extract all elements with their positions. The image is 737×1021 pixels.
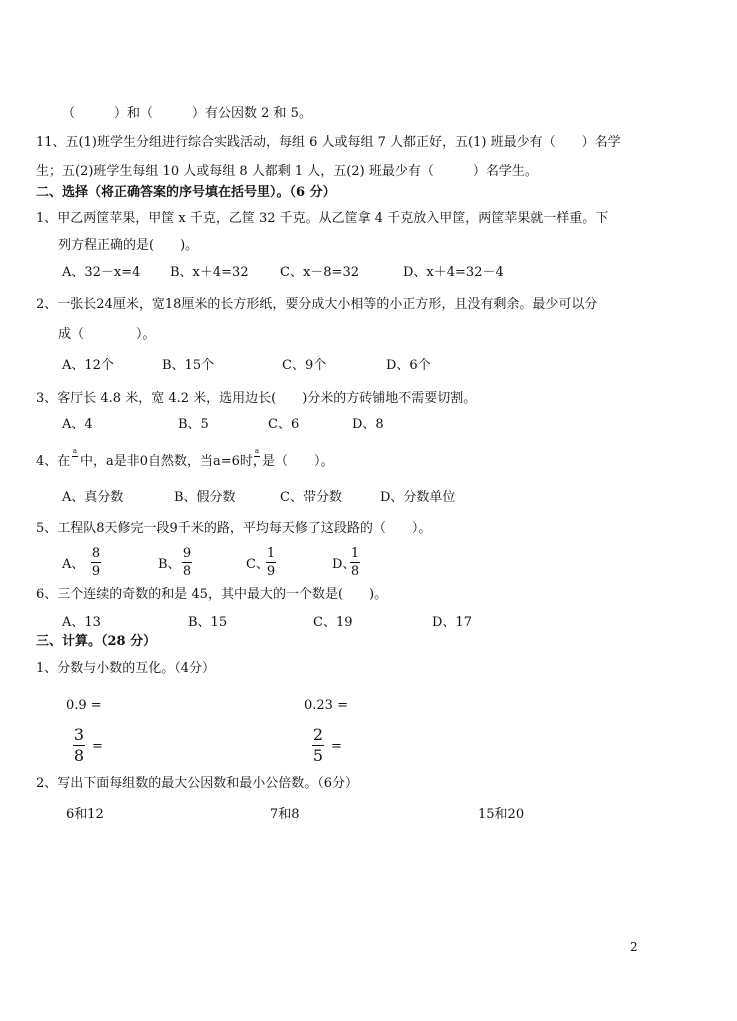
pair-15-20: 15和20	[478, 807, 525, 822]
q5-label-a: A、	[62, 557, 85, 572]
q4-fraction-a-over-6	[254, 448, 260, 465]
q4-option-d: D、分数单位	[380, 490, 456, 505]
pair-6-12: 6和12	[66, 807, 104, 822]
q6-option-b: B、15	[188, 615, 228, 630]
q6-option-c: C、19	[313, 615, 353, 630]
q1-option-d: D、x＋4=32－4	[403, 265, 504, 280]
q4-option-c: C、带分数	[280, 490, 342, 505]
question-11-line1: 11、五(1)班学生分组进行综合实践活动，每组 6 人或每组 7 人都正好，五(1) 班最少有（ ）名学	[36, 135, 621, 150]
q3-line1: 3、客厅长 4.8 米，宽 4.2 米，选用边长( )分米的方砖铺地不需要切割。	[36, 391, 477, 406]
q2-option-b: B、15个	[162, 358, 215, 373]
fraction-3-8-equals: =	[92, 739, 103, 754]
q4-fraction-a-over-blank	[72, 448, 78, 465]
q1-line1: 1、甲乙两筐苹果，甲筐 x 千克，乙筐 32 千克。从乙筐拿 4 千克放入甲筐，两筐苹果就一样重。下	[36, 211, 609, 226]
q1-line2: 列方程正确的是( )。	[58, 238, 199, 253]
q5-label-c: C、	[246, 557, 269, 572]
q2-line2: 成（ ）。	[58, 327, 156, 342]
fraction-2-5: 2 5	[312, 725, 324, 765]
q4-prefix: 4、在	[36, 454, 71, 469]
question-11-line2: 生；五(2)班学生每组 10 人或每组 8 人都剩 1 人，五(2) 班最少有（ ）名学生。	[36, 164, 538, 179]
q5-label-b: B、	[158, 557, 181, 572]
q5-label-d: D、	[332, 557, 356, 572]
fill-blank-line: （ ）和（ ）有公因数 2 和 5。	[62, 106, 312, 121]
q4-option-a: A、真分数	[62, 490, 124, 505]
q2-option-c: C、9个	[282, 358, 327, 373]
s3-q1-line: 1、分数与小数的互化。（4分）	[36, 661, 216, 676]
fraction-2-5-equals: =	[331, 739, 342, 754]
q5-option-b-fraction: 9 8	[182, 546, 192, 579]
q6-option-a: A、13	[62, 615, 101, 630]
q1-option-b: B、x＋4=32	[170, 265, 249, 280]
q6-option-d: D、17	[432, 615, 472, 630]
section-3-title: 三、计算。（28 分）	[36, 634, 157, 649]
q3-option-a: A、4	[62, 417, 93, 432]
q2-line1: 2、一张长24厘米，宽18厘米的长方形纸，要分成大小相等的小正方形，且没有剩余。最少可以分	[36, 297, 598, 312]
q5-option-d-fraction: 1 8	[350, 546, 360, 579]
q4-suffix: 是（ ）。	[262, 454, 334, 469]
q4-option-b: B、假分数	[174, 490, 236, 505]
section-2-title: 二、选择（将正确答案的序号填在括号里）。（6 分）	[36, 185, 336, 200]
q4-frac-num: a	[72, 447, 78, 455]
s3-q2-line: 2、写出下面每组数的最大公因数和最小公倍数。（6分）	[36, 776, 359, 791]
q1-option-c: C、x－8=32	[280, 265, 359, 280]
q3-option-b: B、5	[178, 417, 209, 432]
page-number: 2	[630, 940, 638, 954]
q5-option-a-fraction: 8 9	[91, 546, 101, 579]
q5-option-c-fraction: 1 9	[266, 546, 276, 579]
q2-option-a: A、12个	[62, 358, 114, 373]
pair-7-8: 7和8	[270, 807, 300, 822]
q4-middle: 中，a是非0自然数，当a=6时，	[80, 454, 266, 469]
decimal-0-9: 0.9 =	[66, 698, 102, 713]
q3-option-d: D、8	[352, 417, 384, 432]
q4-frac2-num: a	[254, 447, 260, 455]
q1-option-a: A、32－x=4	[62, 265, 141, 280]
decimal-0-23: 0.23 =	[304, 698, 348, 713]
q6-line1: 6、三个连续的奇数的和是 45，其中最大的一个数是( )。	[36, 587, 388, 602]
fraction-3-8: 3 8	[73, 725, 85, 765]
q3-option-c: C、6	[268, 417, 300, 432]
q5-line1: 5、工程队8天修完一段9千米的路，平均每天修了这段路的（ ）。	[36, 521, 432, 536]
q2-option-d: D、6个	[386, 358, 431, 373]
